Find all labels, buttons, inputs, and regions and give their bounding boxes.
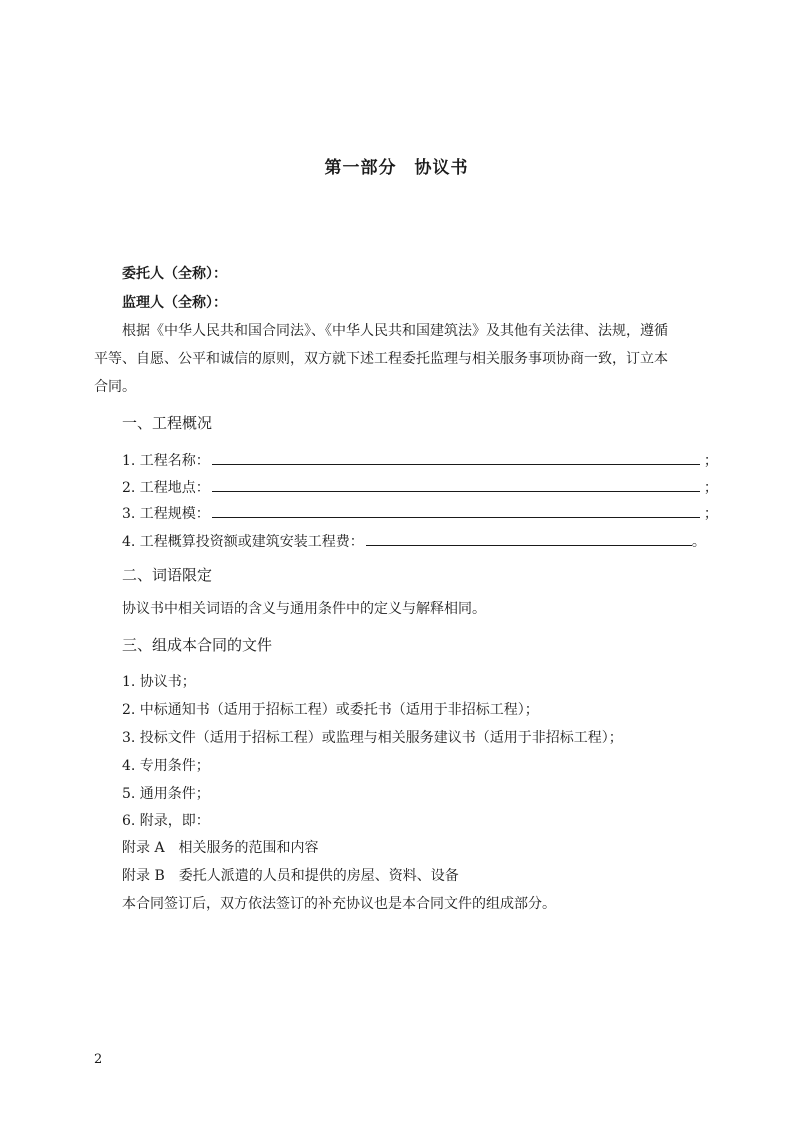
list-item: 2. 中标通知书（适用于招标工程）或委托书（适用于非招标工程）；: [122, 702, 539, 718]
supervisor-label: 监理人（全称）：: [122, 295, 227, 311]
field-end-punct: ；: [703, 506, 718, 522]
section-heading-terms: 二、词语限定: [122, 566, 213, 584]
field-project-name: [122, 449, 718, 471]
fill-in-line: [212, 476, 700, 492]
field-label: 1. 工程名称：: [122, 453, 210, 469]
field-project-scale: [122, 502, 718, 524]
field-end-punct: 。: [691, 534, 706, 550]
field-project-investment: [122, 530, 706, 552]
section-heading-project-overview: 一、工程概况: [122, 414, 213, 432]
section-heading-contract-documents: 三、组成本合同的文件: [122, 636, 273, 654]
appendix-b: 附录 B 委托人派遣的人员和提供的房屋、资料、设备: [122, 868, 459, 884]
field-end-punct: ；: [703, 480, 718, 496]
fill-in-line: [366, 530, 692, 546]
field-end-punct: ；: [703, 453, 718, 469]
field-label: 2. 工程地点：: [122, 480, 210, 496]
list-item: 5. 通用条件；: [122, 786, 210, 802]
field-label: 3. 工程规模：: [122, 506, 210, 522]
intro-line-1: 根据《中华人民共和国合同法》、《中华人民共和国建筑法》及其他有关法律、法规，遵循: [122, 323, 668, 339]
list-item: 1. 协议书；: [122, 674, 196, 690]
intro-line-2: 平等、自愿、公平和诚信的原则，双方就下述工程委托监理与相关服务事项协商一致，订立本: [94, 351, 668, 367]
fill-in-line: [212, 449, 700, 465]
fill-in-line: [212, 502, 700, 518]
client-label: 委托人（全称）：: [122, 266, 227, 282]
field-label: 4. 工程概算投资额或建筑安装工程费：: [122, 534, 364, 550]
page-title: 第一部分 协议书: [324, 158, 469, 178]
list-item: 6. 附录，即：: [122, 813, 210, 829]
intro-line-3: 合同。: [94, 379, 136, 395]
appendix-a: 附录 A 相关服务的范围和内容: [122, 840, 319, 856]
page-number: 2: [94, 1052, 103, 1067]
field-project-location: [122, 476, 718, 498]
terms-text: 协议书中相关词语的含义与通用条件中的定义与解释相同。: [122, 601, 486, 617]
supplementary-note: 本合同签订后，双方依法签订的补充协议也是本合同文件的组成部分。: [122, 896, 556, 912]
list-item: 4. 专用条件；: [122, 758, 210, 774]
list-item: 3. 投标文件（适用于招标工程）或监理与相关服务建议书（适用于非招标工程）；: [122, 730, 623, 746]
